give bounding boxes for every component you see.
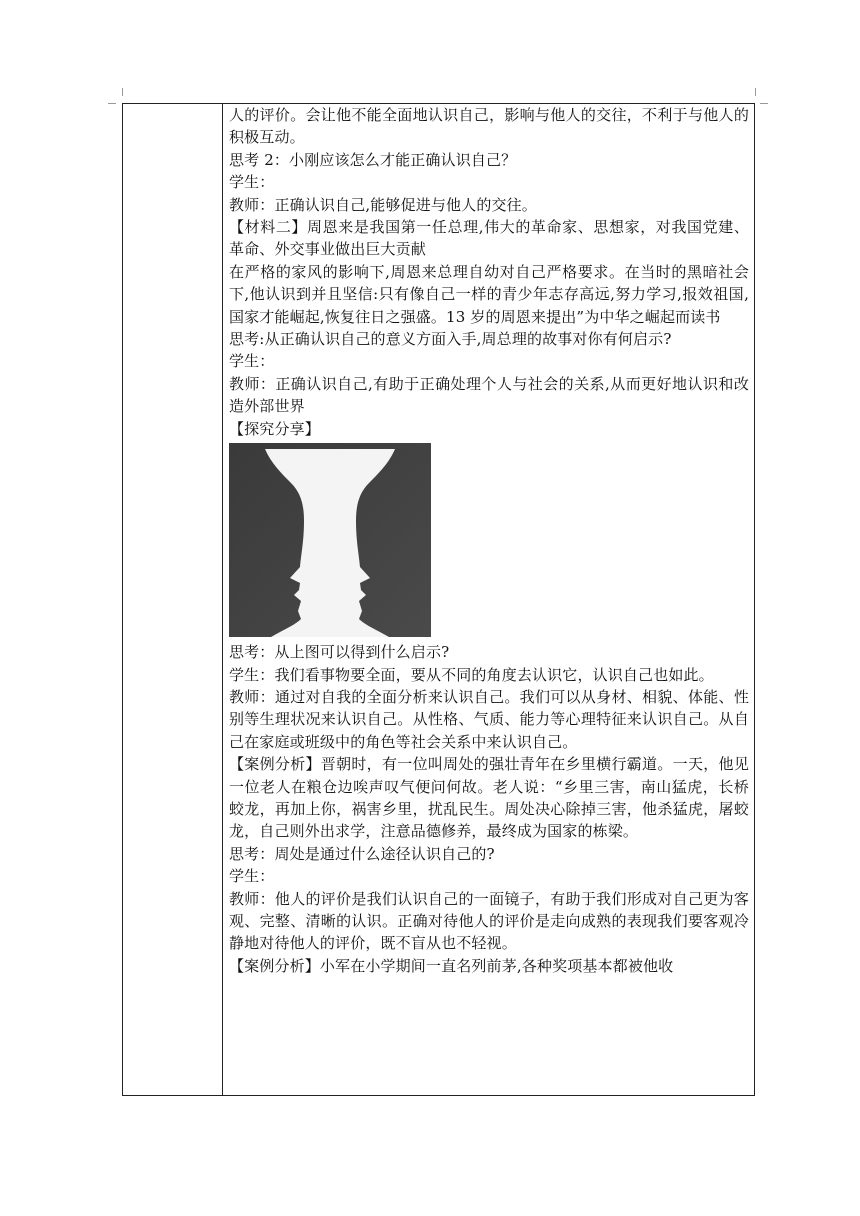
paragraph: 学生：	[229, 867, 275, 886]
column-divider	[222, 103, 223, 1096]
crop-mark	[760, 103, 768, 104]
paragraph: 教师：他人的评价是我们认识自己的一面镜子，有助于我们形成对自己更为客观、完整、清晰的认识。正确对待他人的评价是走向成熟的表现我们要客观冷静地对待他人的评价，既不盲从也不轻视。	[229, 889, 749, 953]
paragraph: 学生：我们看事物要全面，要从不同的角度去认识它，认识自己也如此。	[229, 665, 714, 684]
paragraph: 思考:从正确认识自己的意义方面入手,周总理的故事对你有何启示?	[229, 330, 672, 349]
paragraph: 人的评价。会让他不能全面地认识自己，影响与他人的交往，不利于与他人的积极互动。	[229, 106, 749, 147]
paragraph: 学生：	[229, 352, 275, 371]
paragraph: 在严格的家风的影响下,周恩来总理自幼对自己严格要求。在当时的黑暗社会下,他认识到并且坚信:只有像自己一样的青少年志存高远,努力学习,报效祖国,国家才能崛起,恢复往日之强盛。13 岁的周恩来提出”为中华之崛起而读书	[229, 262, 749, 326]
paragraph: 教师：通过对自我的全面分析来认识自己。我们可以从身材、相貌、体能、性别等生理状况来认识自己。从性格、气质、能力等心理特征来认识自己。从自己在家庭或班级中的角色等社会关系中来认识自己。	[229, 687, 749, 751]
paragraph: 【探究分享】	[229, 419, 320, 438]
lesson-content	[229, 104, 749, 977]
crop-mark	[108, 103, 116, 104]
paragraph: 思考 2：小刚应该怎么才能正确认识自己？	[229, 150, 517, 169]
crop-mark	[122, 88, 123, 96]
paragraph: 教师：正确认识自己,能够促进与他人的交往。	[229, 195, 537, 214]
paragraph: 教师：正确认识自己,有助于正确处理个人与社会的关系,从而更好地认识和改造外部世界	[229, 374, 749, 416]
paragraph: 【案例分析】晋朝时，有一位叫周处的强壮青年在乡里横行霸道。一天，他见一位老人在粮仓边唉声叹气便问何故。老人说：“乡里三害，南山猛虎，长桥蛟龙，再加上你，祸害乡里，扰乱民生。周处决心除掉三害，他杀猛虎，屠蛟龙，自己则外出求学，注意品德修养，最终成为国家的栋梁。	[229, 755, 749, 841]
rubin-vase-image	[229, 443, 431, 637]
paragraph: 思考：周处是通过什么途径认识自己的?	[229, 844, 495, 863]
paragraph: 思考：从上图可以得到什么启示?	[229, 643, 450, 662]
paragraph: 【材料二】周恩来是我国第一任总理,伟大的革命家、思想家，对我国党建、革命、外交事业做出巨大贡献	[229, 218, 749, 259]
crop-mark	[755, 88, 756, 96]
paragraph: 学生：	[229, 173, 275, 192]
paragraph: 【案例分析】小军在小学期间一直名列前茅,各种奖项基本都被他收	[229, 956, 674, 975]
